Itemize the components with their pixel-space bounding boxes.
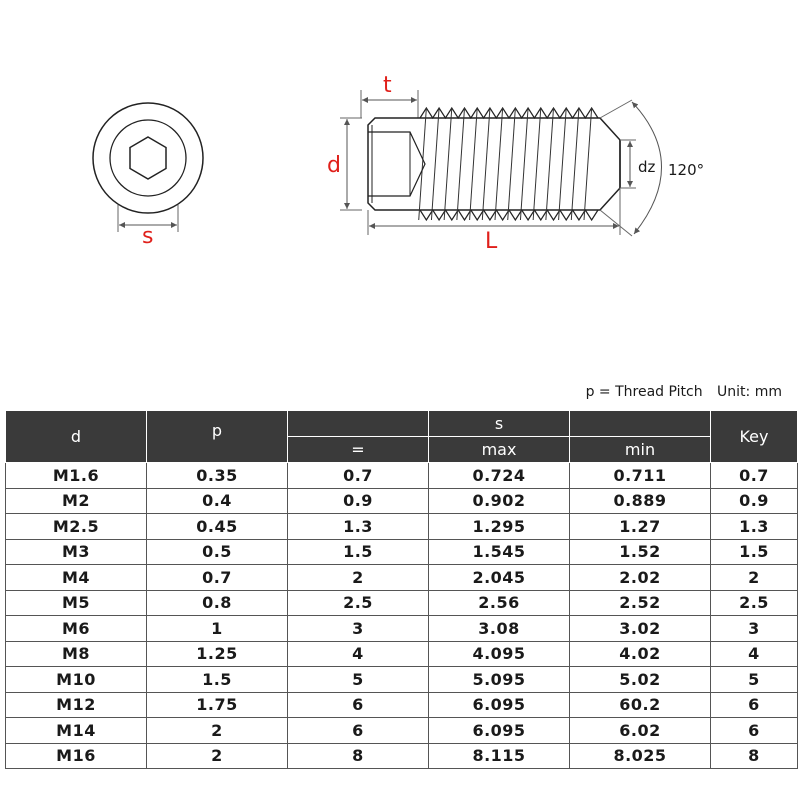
header-s-blank-left	[288, 411, 429, 437]
cell-s-max: 3.08	[429, 616, 570, 642]
cell-s-nominal: 0.9	[288, 488, 429, 514]
table-row	[6, 692, 798, 718]
cell-p: 1.25	[147, 641, 288, 667]
cell-d: M14	[6, 718, 147, 744]
cell-s-max: 1.295	[429, 514, 570, 540]
cell-d: M16	[6, 743, 147, 769]
cell-s-nominal: 6	[288, 692, 429, 718]
cell-s-min: 6.02	[570, 718, 711, 744]
dimension-label-s: s	[142, 224, 154, 249]
cell-p: 1.75	[147, 692, 288, 718]
hex-socket-icon	[130, 137, 166, 179]
cell-p: 0.4	[147, 488, 288, 514]
dimension-label-d: d	[327, 153, 341, 178]
cell-s-nominal: 2	[288, 565, 429, 591]
cell-key: 3	[711, 616, 798, 642]
cell-p: 0.5	[147, 539, 288, 565]
dimension-table	[5, 410, 798, 769]
dimension-label-L: L	[485, 229, 498, 254]
unit-note: Unit: mm	[717, 384, 782, 400]
cell-s-min: 4.02	[570, 641, 711, 667]
cell-key: 8	[711, 743, 798, 769]
table-row	[6, 641, 798, 667]
cell-d: M2	[6, 488, 147, 514]
cell-key: 1.3	[711, 514, 798, 540]
cell-s-min: 3.02	[570, 616, 711, 642]
dimension-label-t: t	[383, 73, 392, 98]
cell-s-max: 6.095	[429, 692, 570, 718]
cell-s-min: 5.02	[570, 667, 711, 693]
cell-d: M2.5	[6, 514, 147, 540]
cell-d: M6	[6, 616, 147, 642]
cell-s-min: 0.889	[570, 488, 711, 514]
cell-s-min: 8.025	[570, 743, 711, 769]
cell-p: 0.45	[147, 514, 288, 540]
cell-s-max: 6.095	[429, 718, 570, 744]
cell-s-nominal: 2.5	[288, 590, 429, 616]
cell-d: M1.6	[6, 463, 147, 489]
header-s: s	[429, 411, 570, 437]
cell-key: 6	[711, 718, 798, 744]
pitch-note: p = Thread Pitch	[585, 384, 703, 400]
cell-p: 0.8	[147, 590, 288, 616]
cell-s-max: 0.724	[429, 463, 570, 489]
cell-p: 2	[147, 718, 288, 744]
cell-s-min: 2.52	[570, 590, 711, 616]
cell-s-nominal: 1.3	[288, 514, 429, 540]
cell-s-min: 1.27	[570, 514, 711, 540]
end-view	[93, 103, 203, 249]
cell-s-min: 0.711	[570, 463, 711, 489]
cell-key: 1.5	[711, 539, 798, 565]
table-row	[6, 565, 798, 591]
header-key: Key	[711, 411, 798, 463]
cell-s-nominal: 5	[288, 667, 429, 693]
cell-d: M10	[6, 667, 147, 693]
cell-s-max: 2.56	[429, 590, 570, 616]
dimension-label-angle: 120°	[668, 161, 705, 179]
cell-s-max: 4.095	[429, 641, 570, 667]
table-row	[6, 590, 798, 616]
header-s-max: max	[429, 437, 570, 463]
cell-p: 1.5	[147, 667, 288, 693]
cell-s-min: 60.2	[570, 692, 711, 718]
cell-p: 0.7	[147, 565, 288, 591]
cell-s-min: 1.52	[570, 539, 711, 565]
cell-key: 0.9	[711, 488, 798, 514]
cell-s-max: 5.095	[429, 667, 570, 693]
table-row	[6, 667, 798, 693]
table-row	[6, 743, 798, 769]
cell-p: 1	[147, 616, 288, 642]
cell-s-nominal: 0.7	[288, 463, 429, 489]
header-p: p	[147, 411, 288, 463]
table-body	[6, 463, 798, 769]
cell-d: M4	[6, 565, 147, 591]
table-row	[6, 463, 798, 489]
cell-s-min: 2.02	[570, 565, 711, 591]
cell-key: 4	[711, 641, 798, 667]
table-row	[6, 616, 798, 642]
cell-s-max: 0.902	[429, 488, 570, 514]
cell-d: M8	[6, 641, 147, 667]
table-row	[6, 514, 798, 540]
table-row	[6, 488, 798, 514]
cell-s-max: 1.545	[429, 539, 570, 565]
cell-s-max: 2.045	[429, 565, 570, 591]
table-row	[6, 718, 798, 744]
cell-d: M12	[6, 692, 147, 718]
header-s-min: min	[570, 437, 711, 463]
cell-s-nominal: 1.5	[288, 539, 429, 565]
cell-s-nominal: 3	[288, 616, 429, 642]
cell-p: 0.35	[147, 463, 288, 489]
header-s-nominal: =	[288, 437, 429, 463]
cell-key: 6	[711, 692, 798, 718]
cell-d: M3	[6, 539, 147, 565]
header-d: d	[6, 411, 147, 463]
set-screw-technical-drawing	[0, 0, 800, 370]
units-note	[586, 384, 782, 400]
header-s-blank-right	[570, 411, 711, 437]
cell-key: 0.7	[711, 463, 798, 489]
side-view	[327, 73, 704, 254]
cell-p: 2	[147, 743, 288, 769]
cell-s-max: 8.115	[429, 743, 570, 769]
cell-s-nominal: 6	[288, 718, 429, 744]
cell-d: M5	[6, 590, 147, 616]
cell-s-nominal: 4	[288, 641, 429, 667]
table-row	[6, 539, 798, 565]
cell-key: 2.5	[711, 590, 798, 616]
cell-key: 5	[711, 667, 798, 693]
cell-s-nominal: 8	[288, 743, 429, 769]
dimension-label-dz: dz	[638, 158, 656, 176]
cell-key: 2	[711, 565, 798, 591]
